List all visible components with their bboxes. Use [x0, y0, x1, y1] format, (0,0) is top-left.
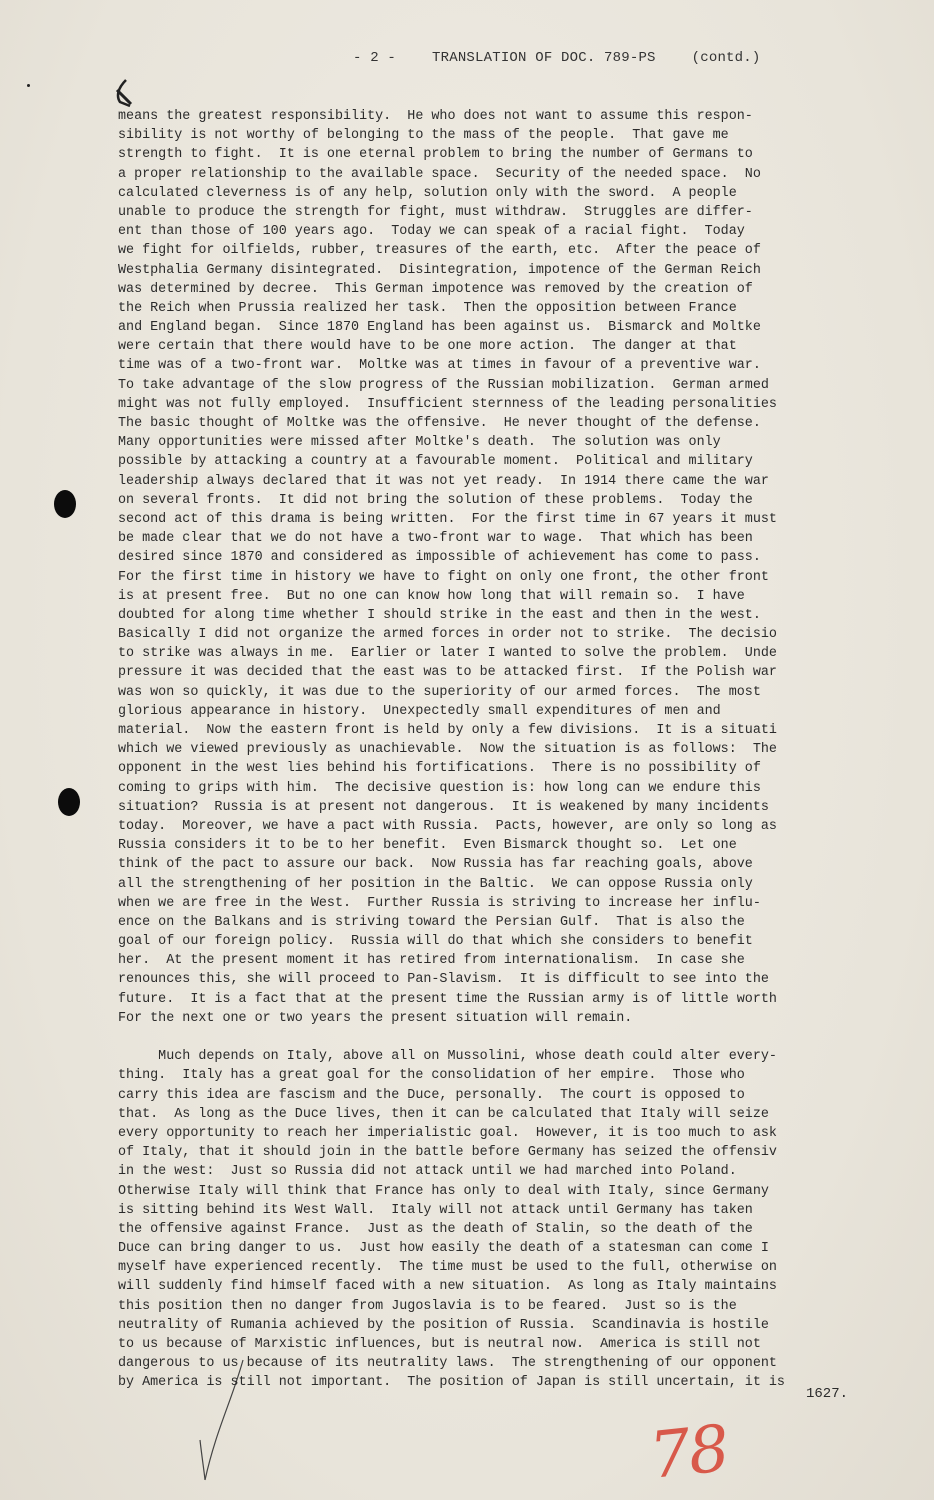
page-marker: - 2 -: [353, 50, 397, 66]
text-line: The basic thought of Moltke was the offensive. He never thought of the defense.: [118, 416, 761, 431]
text-line: to us because of Marxistic influences, but is neutral now. America is still not: [118, 1337, 761, 1352]
text-line: Many opportunities were missed after Moltke's death. The solution was only: [118, 435, 721, 451]
text-line: her. At the present moment it has retired from internationalism. In case she: [118, 953, 745, 969]
text-line: thing. Italy has a great goal for the consolidation of her empire. Those who: [118, 1068, 745, 1084]
text-line: coming to grips with him. The decisive question is: how long can we endure this: [118, 780, 761, 796]
text-line: is at present free. But no one can know how long that will remain so. I have: [118, 588, 745, 604]
text-line: strength to fight. It is one eternal problem to bring the number of Germans to: [118, 147, 753, 163]
text-line: Russia considers it to be to her benefit. Even Bismarck thought so. Let one: [118, 838, 737, 854]
text-line: situation? Russia is at present not dangerous. It is weakened by many incidents: [118, 799, 769, 815]
text-line: pressure it was decided that the east was to be attacked first. If the Polish war: [118, 665, 777, 681]
text-line: second act of this drama is being written. For the first time in 67 years it must: [118, 511, 777, 527]
text-line: on several fronts. It did not bring the solution of these problems. Today the: [118, 492, 753, 508]
punch-hole-lower: [58, 788, 80, 816]
text-line: we fight for oilfields, rubber, treasures of the earth, etc. After the peace of: [118, 243, 761, 259]
text-line: unable to produce the strength for fight, must withdraw. Struggles are differ-: [118, 204, 753, 220]
text-line: by America is still not important. The position of Japan is still uncertain, it is: [118, 1375, 785, 1391]
text-line: the offensive against France. Just as the death of Stalin, so the death of the: [118, 1221, 753, 1237]
text-line: Much depends on Italy, above all on Mussolini, whose death could alter every-: [118, 1049, 777, 1065]
text-line: when we are free in the West. Further Russia is striving to increase her influ-: [118, 895, 761, 911]
text-line: Westphalia Germany disintegrated. Disintegration, impotence of the German Reich: [118, 262, 761, 278]
text-line: the Reich when Prussia realized her task. Then the opposition between France: [118, 300, 737, 316]
text-line: To take advantage of the slow progress of the Russian mobilization. German armed: [118, 377, 769, 393]
text-line: time was of a two-front war. Moltke was at times in favour of a preventive war.: [118, 358, 761, 374]
text-line: goal of our foreign policy. Russia will do that which she considers to benefit: [118, 934, 753, 950]
text-line: leadership always declared that it was not yet ready. In 1914 there came the war: [118, 473, 769, 489]
text-line: glorious appearance in history. Unexpectedly small expenditures of men and: [118, 703, 721, 719]
text-line: future. It is a fact that at the present time the Russian army is of little worth: [118, 991, 777, 1007]
text-line: desired since 1870 and considered as impossible of achievement has come to pass.: [118, 550, 761, 566]
text-line: Basically I did not organize the armed forces in order not to strike. The decisio: [118, 627, 777, 643]
text-line: every opportunity to reach her imperialistic goal. However, it is too much to ask: [118, 1125, 777, 1141]
text-line: ence on the Balkans and is striving toward the Persian Gulf. That is also the: [118, 914, 745, 930]
text-line: calculated cleverness is of any help, solution only with the sword. A people: [118, 185, 737, 201]
text-line: in the west: Just so Russia did not attack until we had marched into Poland.: [118, 1164, 737, 1180]
text-line: For the next one or two years the present situation will remain.: [118, 1010, 633, 1026]
text-line: Otherwise Italy will think that France has only to deal with Italy, since Germany: [118, 1183, 769, 1199]
text-line: means the greatest responsibility. He who does not want to assume this respon-: [118, 109, 753, 124]
text-line: ent than those of 100 years ago. Today we can speak of a racial fight. Today: [118, 224, 745, 240]
punch-hole-upper: [54, 490, 76, 518]
text-line: which we viewed previously as unachievable. Now the situation is as follows: The: [118, 742, 777, 758]
text-line: is sitting behind its West Wall. Italy will not attack until Germany has taken: [118, 1202, 753, 1218]
text-line: material. Now the eastern front is held by only a few divisions. It is a situati: [118, 723, 777, 738]
text-line: this position then no danger from Jugoslavia is to be feared. Just so is the: [118, 1298, 737, 1314]
text-line: might was not fully employed. Insufficient sternness of the leading personalities: [118, 396, 777, 412]
text-line: carry this idea are fascism and the Duce, personally. The court is opposed to: [118, 1087, 745, 1103]
text-line: Duce can bring danger to us. Just how easily the death of a statesman can come I: [118, 1241, 769, 1257]
document-body: [118, 107, 908, 1393]
text-line: think of the pact to assure our back. Now Russia has far reaching goals, above: [118, 857, 753, 873]
text-line: all the strengthening of her position in the Baltic. We can oppose Russia only: [118, 876, 753, 892]
text-line: was determined by decree. This German impotence was removed by the creation of: [118, 281, 753, 297]
handwritten-annotation: 78: [646, 1412, 732, 1494]
text-line: and England began. Since 1870 England has been against us. Bismarck and Moltke: [118, 320, 761, 336]
text-line: a proper relationship to the available space. Security of the needed space. No: [118, 166, 761, 182]
continued-label: (contd.): [691, 50, 761, 66]
paragraph-gap: [118, 1028, 908, 1047]
text-line: today. Moreover, we have a pact with Russia. Pacts, however, are only so long as: [118, 818, 777, 834]
text-line: For the first time in history we have to fight on only one front, the other front: [118, 569, 769, 585]
page-number: 1627.: [806, 1386, 849, 1402]
text-line: will suddenly find himself faced with a new situation. As long as Italy maintains: [118, 1279, 777, 1295]
text-line: possible by attacking a country at a favourable moment. Political and military: [118, 454, 753, 470]
text-line: were certain that there would have to be one more action. The danger at that: [118, 339, 737, 355]
pencil-tick-mark: [200, 1440, 205, 1480]
text-line: of Italy, that it should join in the battle before Germany has seized the offensiv: [118, 1145, 777, 1161]
text-line: renounces this, she will proceed to Pan-Slavism. It is difficult to see into the: [118, 972, 769, 988]
text-line: be made clear that we do not have a two-front war to wage. That which has been: [118, 531, 753, 547]
text-line: neutrality of Rumania achieved by the position of Russia. Scandinavia is hostile: [118, 1317, 769, 1333]
document-title: TRANSLATION OF DOC. 789-PS: [432, 50, 656, 66]
text-line: that. As long as the Duce lives, then it can be calculated that Italy will seize: [118, 1106, 769, 1122]
text-line: doubted for along time whether I should strike in the east and then in the west.: [118, 607, 761, 623]
text-line: to strike was always in me. Earlier or later I wanted to solve the problem. Unde: [118, 646, 777, 662]
text-line: was won so quickly, it was due to the superiority of our armed forces. The most: [118, 684, 761, 700]
text-line: dangerous to us because of its neutrality laws. The strengthening of our opponent: [118, 1356, 777, 1372]
text-line: opponent in the west lies behind his fortifications. There is no possibility of: [118, 761, 761, 777]
text-line: sibility is not worthy of belonging to the mass of the people. That gave me: [118, 128, 729, 144]
text-line: myself have experienced recently. The time must be used to the full, otherwise on: [118, 1260, 777, 1276]
